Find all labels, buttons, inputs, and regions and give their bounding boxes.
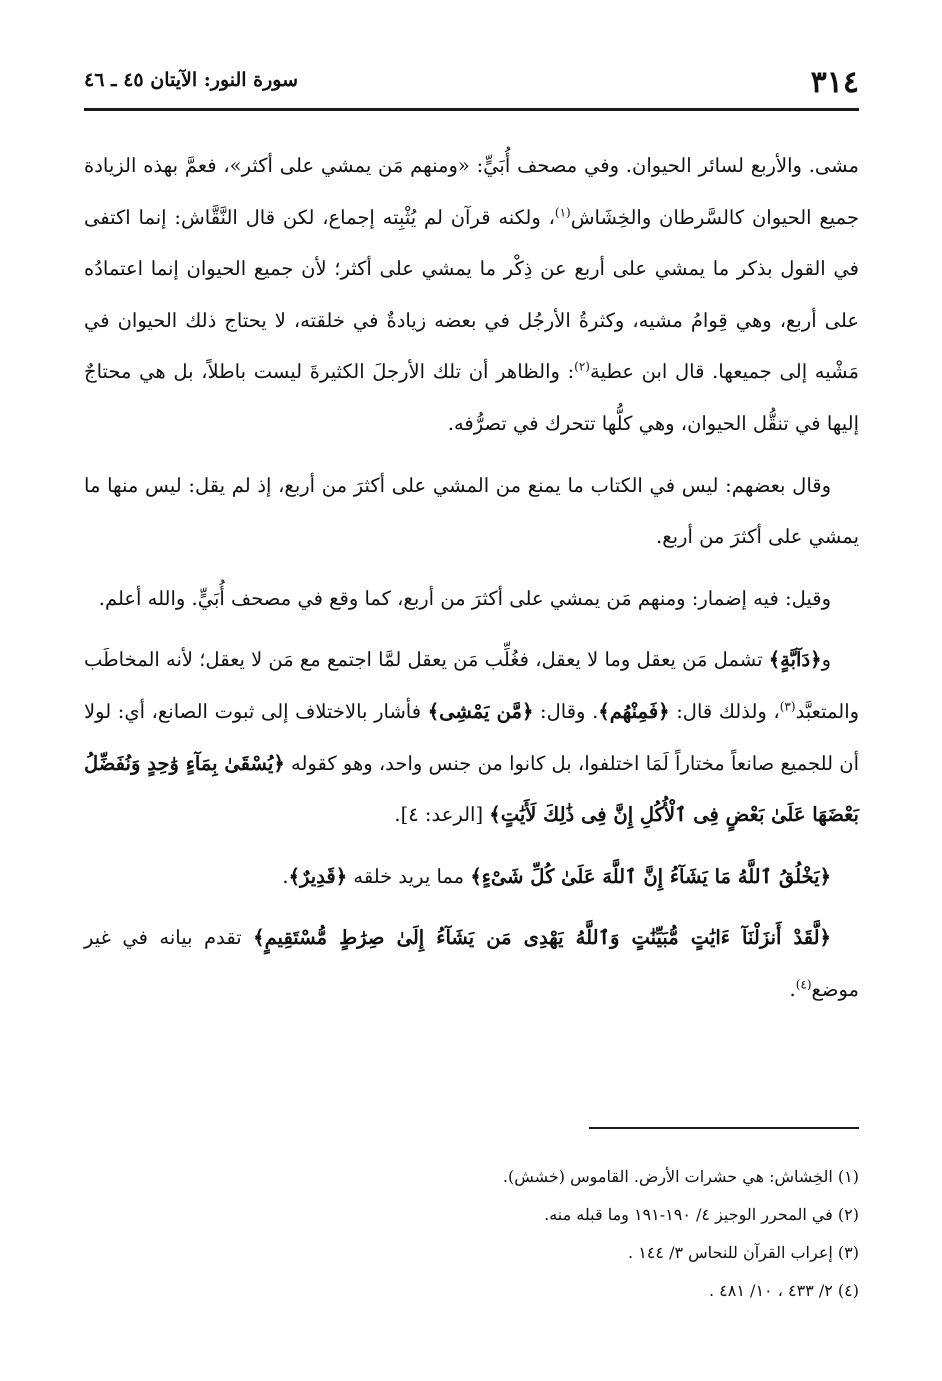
paragraph-4-text-a: و [821,648,831,672]
footnote-ref-3: (٣) [779,699,796,714]
page-number: ٣١٤ [810,65,859,100]
paragraph-1-text-b: ، ولكنه قرآن لم يُثْبِته إجماع، لكن قال النَّقَّاش: إنما اكتفى في القول بذكر ما يمشي على أربع عن ذِكْر ما يمشي على أكثر؛ لأن جميع الحيوان إنما اعتمادُه على أربع، وهي قِوامُ مشيه، وكثرةُ الأرجُل في بعضه زيادةٌ في خلقته، لا يحتاج ذلك الحيوان في مَشْيه إلى جميعها. قال ابن عطية [84,205,859,384]
quran-quote-laqad-anzalna: ﴿لَّقَدْ أَنزَلْنَآ ءَايَٰتٍ مُّبَيِّنَٰتٍ وَٱللَّهُ يَهْدِى مَن يَشَآءُ إِلَىٰ صِرَٰطٍ مُّسْتَقِيمٍ﴾ [253,926,831,950]
quran-quote-man-yamshi: ﴿مَّن يَمْشِى﴾ [427,699,534,723]
paragraph-5-text-b: . [282,864,289,888]
paragraph-6-text-b: . [789,977,796,1001]
footnote-1: (١) الخِشاش: هي حشرات الأرض. القاموس (خشش). [502,1167,859,1186]
footnotes [84,1158,859,1310]
paragraph-4-text-c: ، ولذلك قال: [669,699,780,723]
quran-quote-qadir: ﴿قَدِيرٌ﴾ [288,864,348,888]
footnote-ref-4: (٤) [795,977,812,992]
paragraph-3: وقيل: فيه إضمار: ومنهم مَن يمشي على أكثرَ من أربع، كما وقع في مصحف أُبَيٍّ. والله أعلم. [98,586,831,610]
footnote-separator [589,1127,859,1129]
paragraph-6 [84,912,859,1015]
paragraph-4-text-e: فأشار بالاختلاف إلى ثبوت الصانع، أي: لولا أن للجميع صانعاً مختاراً لَمَا اختلفوا، بل كانوا من جنس واحد، وهو كقوله [84,699,859,775]
quran-quote-yusqa: ﴿يُسْقَىٰ بِمَآءٍ وَٰحِدٍ وَنُفَضِّلُ بَعْضَهَا عَلَىٰ بَعْضٍ فِى ٱلْأُكُلِ إِنَّ فِى ذَٰلِكَ لَأَيَٰتٍ﴾ [84,751,859,827]
paragraph-4-text-d: . وقال: [533,699,599,723]
footnote-4: (٤) ٢/ ٤٣٣ ، ١٠/ ٤٨١ . [709,1281,859,1300]
paragraph-1-text-a: مشى. والأربع لسائر الحيوان. وفي مصحف أُبَيٍّ: «ومنهم مَن يمشي على أكثر»، فعمَّ بهذه الزيادة جميع الحيوان كالسَّرطان والخِشَاش [84,154,859,229]
paragraph-4-text-b: تشمل مَن يعقل وما لا يعقل، فغُلِّب مَن يعقل لمَّا اجتمع مع مَن لا يعقل؛ لأنه المخاطَب والمتعبَّد [84,648,860,723]
footnote-2: (٢) في المحرر الوجيز ٤/ ١٩٠-١٩١ وما قبله منه. [544,1205,859,1224]
paragraph-5-text-a: مما يريد خلقه [347,864,471,888]
paragraph-2: وقال بعضهم: ليس في الكتاب ما يمنع من المشي على أكثرَ من أربع، إذ لم يقل: ليس منها ما يمشي على أكثرَ من أربع. [84,473,859,549]
footnote-ref-1: (١) [554,205,571,220]
paragraph-6-text-a: تقدم بيانه في غير موضع [84,926,859,1001]
quran-quote-yakhluqu: ﴿يَخْلُقُ ٱللَّهُ مَا يَشَآءُ إِنَّ ٱللَّهَ عَلَىٰ كُلِّ شَىْءٍ﴾ [470,864,831,888]
footnote-ref-2: (٢) [574,359,590,374]
page-header [84,56,859,111]
quran-quote-faminhum: ﴿فَمِنْهُم﴾ [598,699,670,723]
running-title: سورة النور: الآيتان ٤٥ ـ ٤٦ [84,69,299,91]
paragraph-1-text-c: : والظاهر أن تلك الأرجلَ الكثيرةَ ليست باطلاً، بل هي محتاجٌ إليها في تنقُّل الحيوان، وهي كلُّها تتحرك في تصرُّفه. [84,360,859,435]
paragraph-1 [84,140,859,450]
quran-quote-dabbah: ﴿دَآبَّةٍ﴾ [768,648,822,672]
quran-citation-rad: [الرعد: ٤]. [394,803,490,827]
main-text [84,140,859,1026]
footnote-3: (٣) إعراب القرآن للنحاس ٣/ ١٤٤ . [628,1243,859,1262]
paragraph-5 [84,851,859,903]
paragraph-4 [84,634,859,840]
